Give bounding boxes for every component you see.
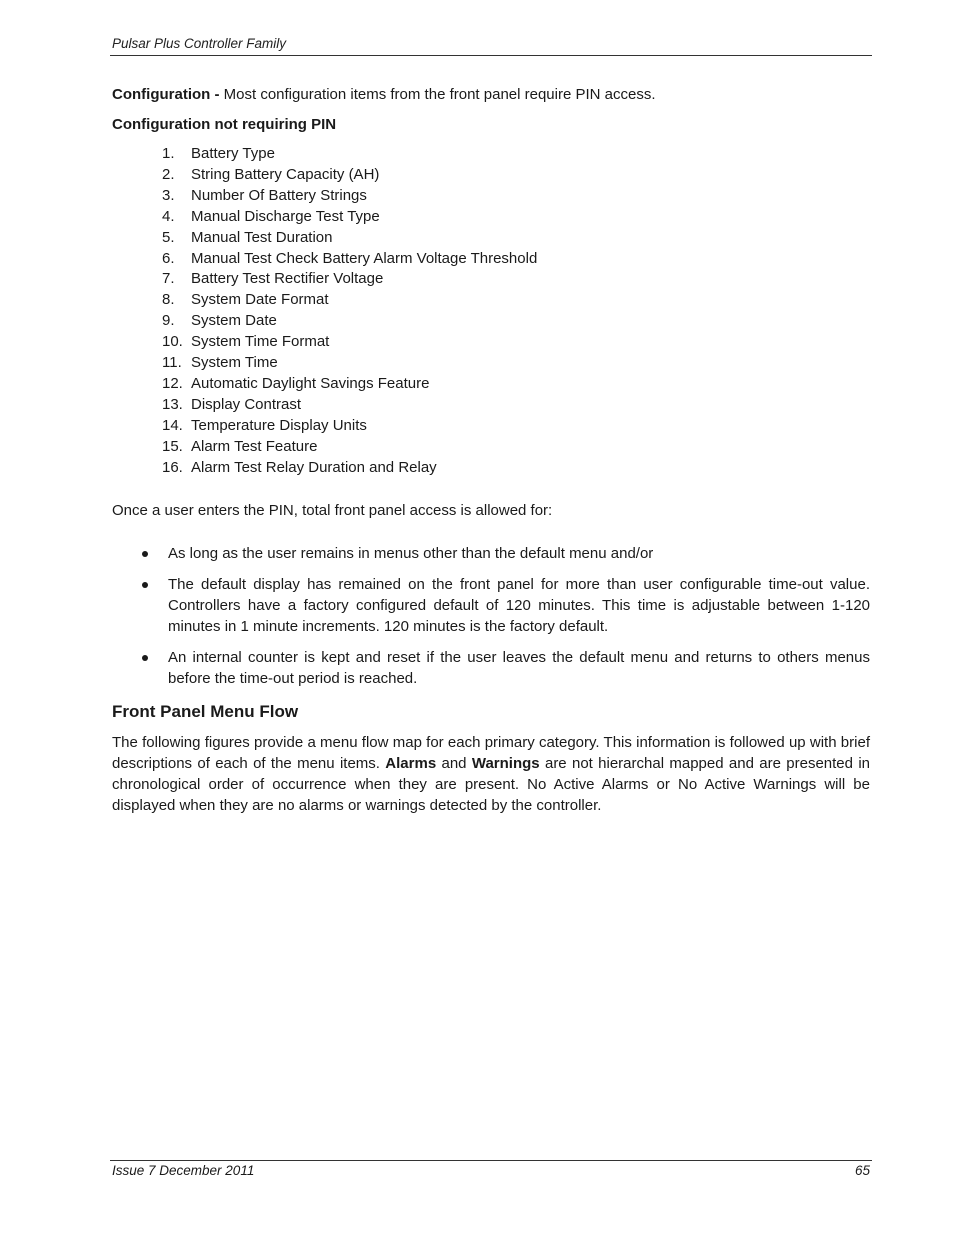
pin-free-subheading: Configuration not requiring PIN — [112, 116, 337, 133]
config-list-item — [112, 458, 870, 479]
bullet-item — [112, 574, 870, 637]
list-number: 5. — [162, 228, 175, 246]
config-list-item — [112, 374, 870, 395]
configuration-text: Most configuration items from the front panel require PIN access. — [219, 86, 656, 103]
menu-flow-paragraph — [112, 732, 870, 816]
list-number: 12. — [162, 374, 183, 392]
list-number: 6. — [162, 249, 175, 267]
pin-access-intro: Once a user enters the PIN, total front panel access is allowed for: — [112, 501, 553, 519]
list-text: Alarm Test Feature — [191, 437, 318, 455]
menu-flow-text-2: are not hierarchal mapped and are presented in chronological order of occurrence when they are present. No Active Alarms or No Active Warnings will be displayed when they are no alarms or warnings detected by the controller. — [112, 754, 870, 814]
config-list-item — [112, 144, 870, 165]
config-list-item — [112, 416, 870, 437]
alarms-term: Alarms — [385, 754, 437, 772]
section-heading: Front Panel Menu Flow — [112, 701, 299, 721]
list-number: 3. — [162, 186, 175, 204]
config-list-item — [112, 228, 870, 249]
list-number: 4. — [162, 207, 175, 225]
warnings-term: Warnings — [471, 754, 540, 772]
bullet-text: An internal counter is kept and reset if the user leaves the default menu and returns to others menus before the time-out period is reached. — [168, 648, 870, 687]
list-text: Automatic Daylight Savings Feature — [191, 374, 430, 392]
list-text: Temperature Display Units — [191, 416, 367, 434]
list-text: Battery Type — [191, 145, 275, 162]
bullet-dot-icon — [142, 582, 148, 588]
config-list-item — [112, 207, 870, 228]
configuration-label: Configuration - — [112, 86, 220, 103]
page-body — [112, 84, 870, 816]
bullet-dot-icon — [142, 655, 148, 661]
list-text: Manual Discharge Test Type — [191, 207, 380, 225]
running-header: Pulsar Plus Controller Family — [112, 36, 287, 51]
config-list-item — [112, 437, 870, 458]
config-list-item — [112, 353, 870, 374]
config-list-item — [112, 332, 870, 353]
list-number: 9. — [162, 312, 175, 330]
footer-divider — [110, 1160, 872, 1161]
bullet-text: The default display has remained on the front panel for more than user configurable time-out value. Controllers have a factory configured default of 120 minutes. This time is adjustable between 1-120 minutes in 1 minute increments. 120 minutes is the factory default. — [168, 575, 870, 635]
list-number: 11. — [162, 354, 182, 372]
list-text: System Time Format — [191, 333, 330, 351]
list-number: 16. — [162, 458, 183, 476]
pin-access-bullets — [112, 543, 870, 689]
list-number: 13. — [162, 395, 183, 413]
menu-flow-text-1: The following figures provide a menu flow map for each primary category. This information is followed up with brief descriptions of each of the menu items. — [112, 733, 870, 772]
list-number: 15. — [162, 437, 183, 455]
issue-date: Issue 7 December 2011 — [112, 1163, 255, 1178]
config-list-item — [112, 395, 870, 416]
list-text: System Time — [191, 354, 278, 372]
config-list-item — [112, 311, 870, 332]
pin-free-config-list — [112, 144, 870, 479]
bullet-item — [112, 543, 870, 564]
list-text: Manual Test Check Battery Alarm Voltage Threshold — [191, 249, 538, 267]
list-text: Manual Test Duration — [191, 228, 333, 246]
list-text: Battery Test Rectifier Voltage — [191, 270, 384, 288]
list-text: System Date — [191, 312, 277, 330]
list-text: Number Of Battery Strings — [191, 186, 367, 204]
config-list-item — [112, 269, 870, 290]
config-list-item — [112, 249, 870, 270]
menu-flow-and: and — [436, 754, 472, 772]
list-number: 14. — [162, 416, 183, 434]
list-number: 2. — [162, 165, 175, 183]
list-number: 1. — [162, 145, 175, 162]
configuration-paragraph — [112, 84, 870, 105]
config-list-item — [112, 290, 870, 311]
config-list-item — [112, 165, 870, 186]
list-text: String Battery Capacity (AH) — [191, 165, 380, 183]
list-number: 7. — [162, 270, 175, 288]
list-text: Display Contrast — [191, 395, 302, 413]
bullet-item — [112, 647, 870, 689]
bullet-text: As long as the user remains in menus other than the default menu and/or — [168, 544, 654, 562]
list-number: 8. — [162, 291, 175, 309]
list-text: System Date Format — [191, 291, 329, 309]
header-divider — [110, 55, 872, 56]
page-number: 65 — [854, 1163, 870, 1178]
list-number: 10. — [162, 333, 183, 351]
list-text: Alarm Test Relay Duration and Relay — [191, 458, 437, 476]
bullet-dot-icon — [142, 551, 148, 557]
config-list-item — [112, 186, 870, 207]
